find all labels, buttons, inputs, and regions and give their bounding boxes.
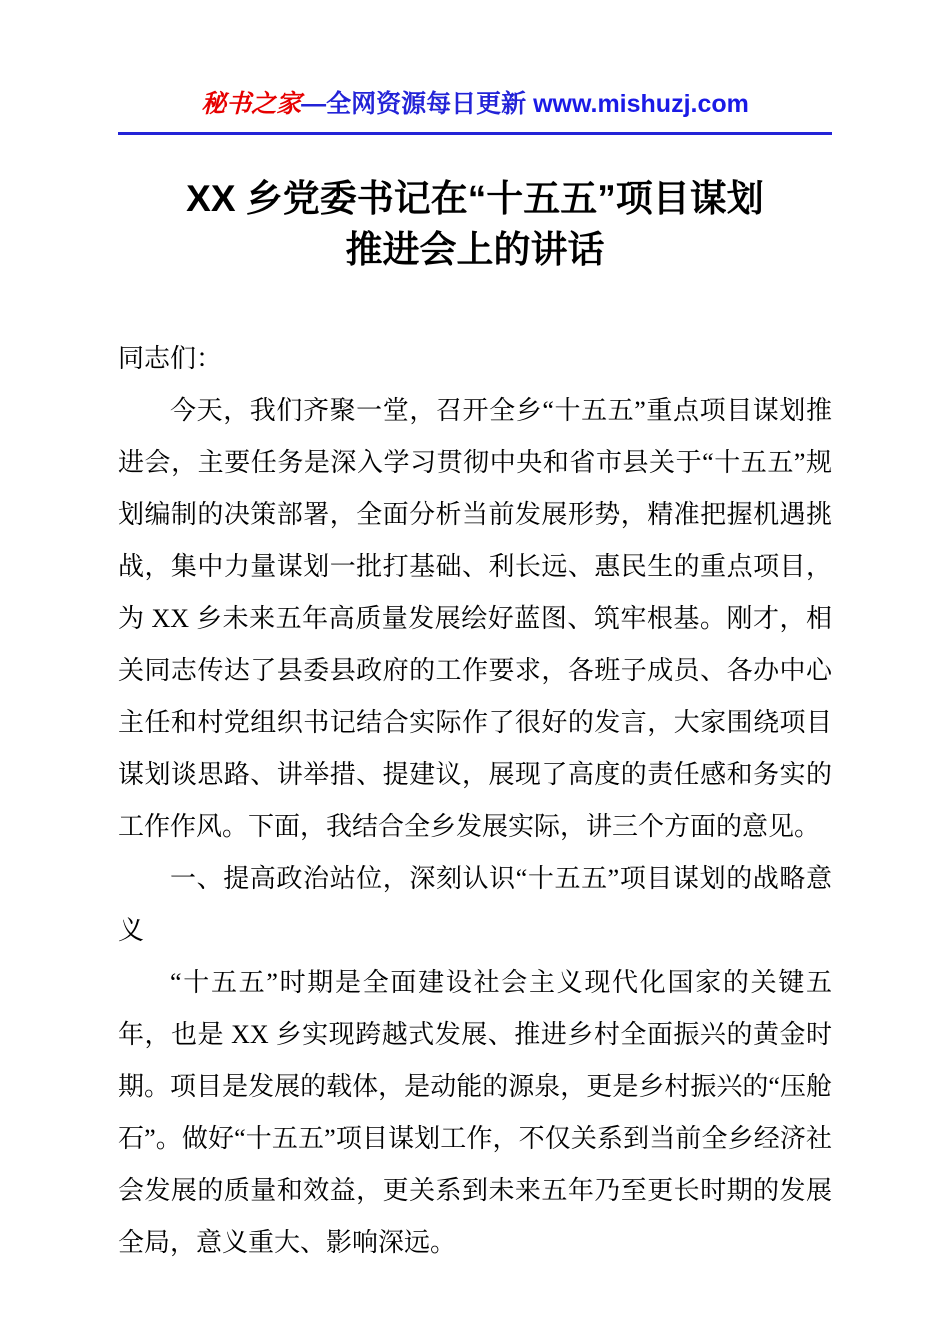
site-url-link[interactable]: www.mishuzj.com bbox=[533, 90, 749, 118]
site-brand: 秘书之家 bbox=[201, 90, 302, 118]
paragraph-section-1: “十五五”时期是全面建设社会主义现代化国家的关键五年，也是 XX 乡实现跨越式发展、推进乡村全面振兴的黄金时期。项目是发展的载体，是动能的源泉，更是乡村振兴的“压舱石”。做好“十五五”项目谋划工作，不仅关系到当前全乡经济社会发展的质量和效益，更关系到未来五年乃至更长时期的发展全局，意义重大、影响深远。 bbox=[118, 968, 832, 1258]
document-title-line2: 推进会上的讲话 bbox=[345, 229, 605, 271]
document-title bbox=[118, 173, 832, 275]
salutation: 同志们： bbox=[118, 344, 223, 374]
site-header bbox=[118, 84, 832, 135]
site-tagline: —全网资源每日更新 bbox=[301, 90, 534, 118]
section-heading-1: 一、提高政治站位，深刻认识“十五五”项目谋划的战略意义 bbox=[118, 864, 832, 946]
document-title-line1: XX 乡党委书记在“十五五”项目谋划 bbox=[186, 178, 764, 219]
paragraph-intro: 今天，我们齐聚一堂，召开全乡“十五五”重点项目谋划推进会，主要任务是深入学习贯彻中央和省市县关于“十五五”规划编制的决策部署，全面分析当前发展形势，精准把握机遇挑战，集中力量谋划一批打基础、利长远、惠民生的重点项目，为 XX 乡未来五年高质量发展绘好蓝图、筑牢根基。刚才，相关同志传达了县委县政府的工作要求，各班子成员、各办中心主任和村党组织书记结合实际作了很好的发言，大家围绕项目谋划谈思路、讲举措、提建议，展现了高度的责任感和务实的工作作风。下面，我结合全乡发展实际，讲三个方面的意见。 bbox=[118, 396, 832, 842]
document-body bbox=[118, 333, 832, 1269]
